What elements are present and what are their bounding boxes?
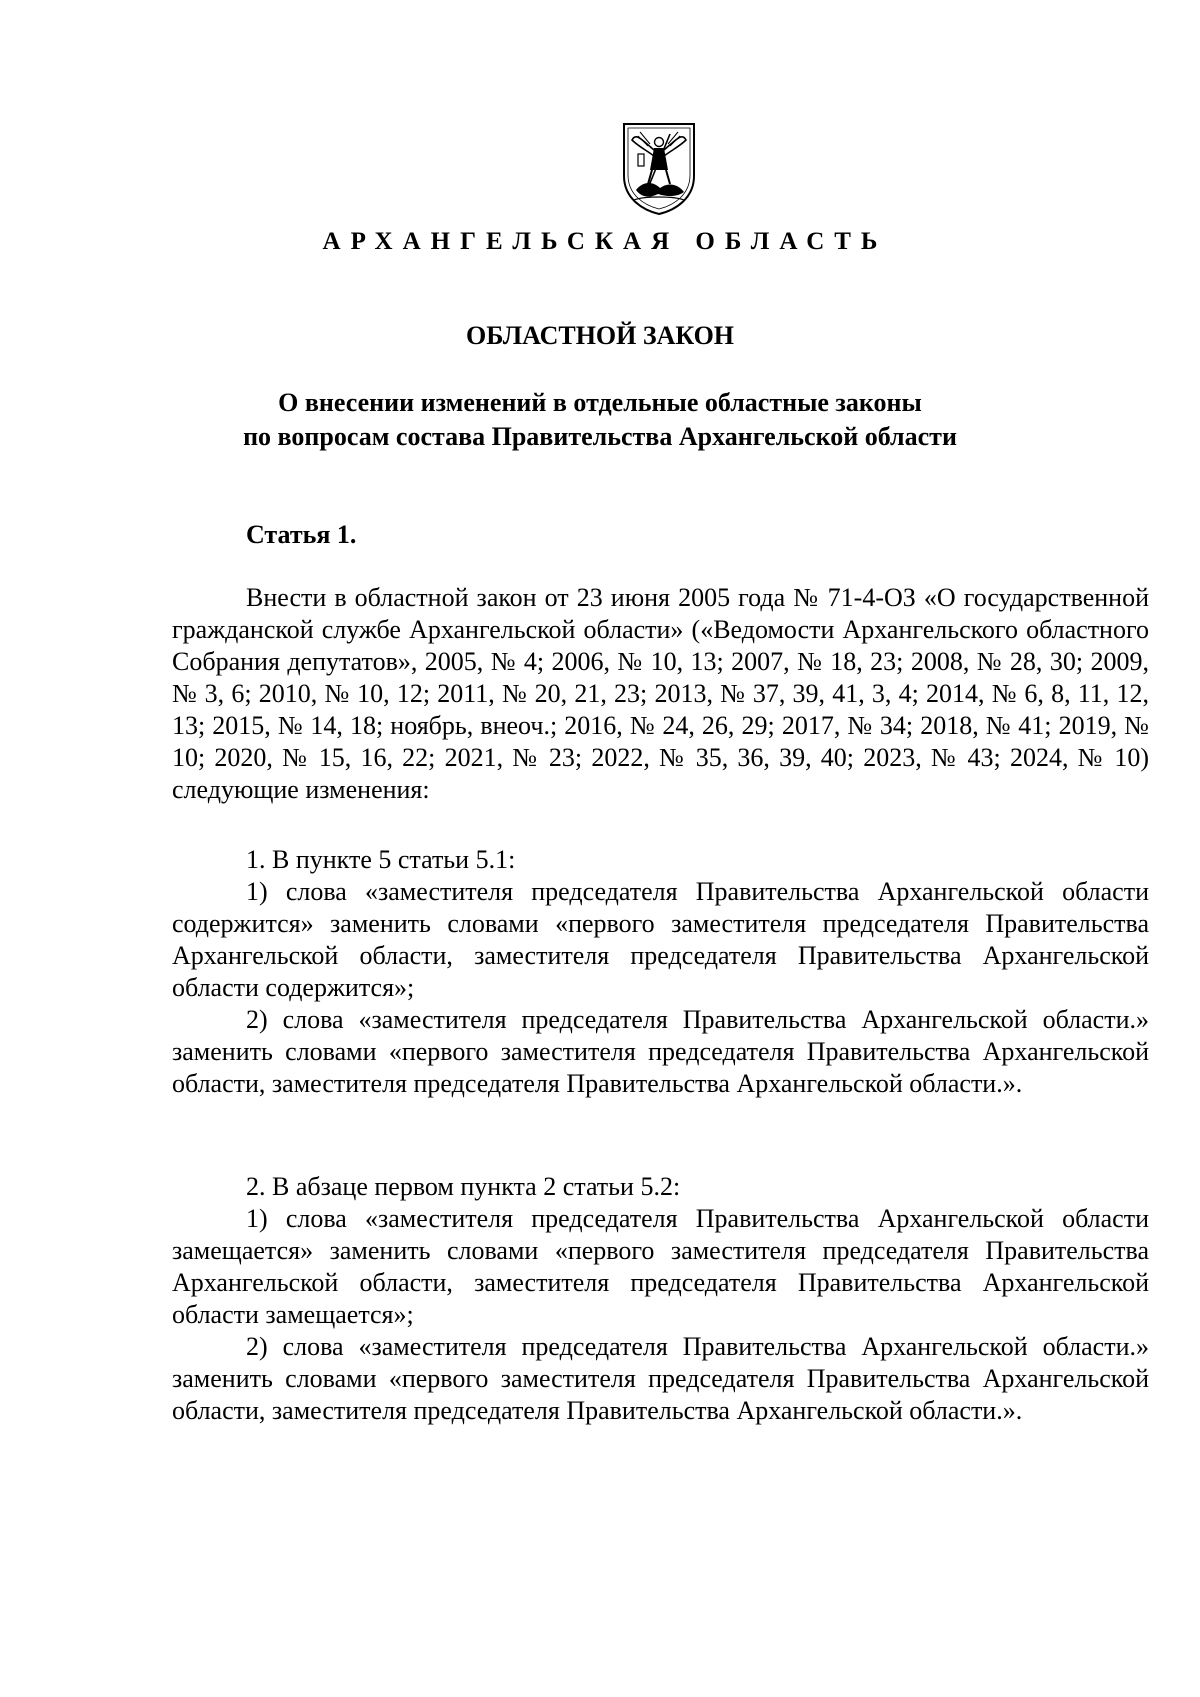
amendment-item-1: [172, 844, 1149, 1100]
amendment-item-2: [172, 1171, 1149, 1427]
archangel-coat-of-arms-icon: [618, 118, 700, 216]
article-intro: [172, 582, 1149, 806]
article-heading: Статья 1.: [246, 520, 357, 549]
intro-paragraph: Внести в областной закон от 23 июня 2005 года № 71-4-ОЗ «О государственной гражданской службе Архангельской области» («Ведомости Архангельского областного Собрания депутатов», 2005, № 4; 2006, № 10, 13; 2007, № 18, 23; 2008, № 28, 30; 2009, № 3, 6; 2010, № 10, 12; 2011, № 20, 21, 23; 2013, № 37, 39, 41, 3, 4; 2014, № 6, 8, 11, 12, 13; 2015, № 14, 18; ноябрь, внеоч.; 2016, № 24, 26, 29; 2017, № 34; 2018, № 41; 2019, № 10; 2020, № 15, 16, 22; 2021, № 23; 2022, № 35, 36, 39, 40; 2023, № 43; 2024, № 10) следующие изменения:: [172, 583, 1149, 804]
item-subpoint-2: 2) слова «заместителя председателя Правительства Архангельской области.» заменить словами «первого заместителя председателя Правительства Архангельской области, заместителя председателя Правительства Архангельской области.».: [172, 1332, 1149, 1425]
law-title: [0, 386, 1200, 454]
law-type: ОБЛАСТНОЙ ЗАКОН: [465, 321, 735, 350]
item-subpoint-2: 2) слова «заместителя председателя Правительства Архангельской области.» заменить словами «первого заместителя председателя Правительства Архангельской области, заместителя председателя Правительства Архангельской области.».: [172, 1005, 1149, 1098]
item-heading: 1. В пункте 5 статьи 5.1:: [246, 845, 516, 874]
item-heading: 2. В абзаце первом пункта 2 статьи 5.2:: [246, 1172, 681, 1201]
region-name: АРХАНГЕЛЬСКАЯ ОБЛАСТЬ: [322, 228, 888, 255]
item-subpoint-1: 1) слова «заместителя председателя Правительства Архангельской области содержится» заменить словами «первого заместителя председателя Правительства Архангельской области, заместителя председателя Правительства Архангельской области содержится»;: [172, 877, 1149, 1002]
law-title-line-1: О внесении изменений в отдельные областные законы: [278, 388, 922, 417]
law-title-line-2: по вопросам состава Правительства Архангельской области: [243, 422, 957, 451]
item-subpoint-1: 1) слова «заместителя председателя Правительства Архангельской области замещается» заменить словами «первого заместителя председателя Правительства Архангельской области, заместителя председателя Правительства Архангельской области замещается»;: [172, 1204, 1149, 1329]
